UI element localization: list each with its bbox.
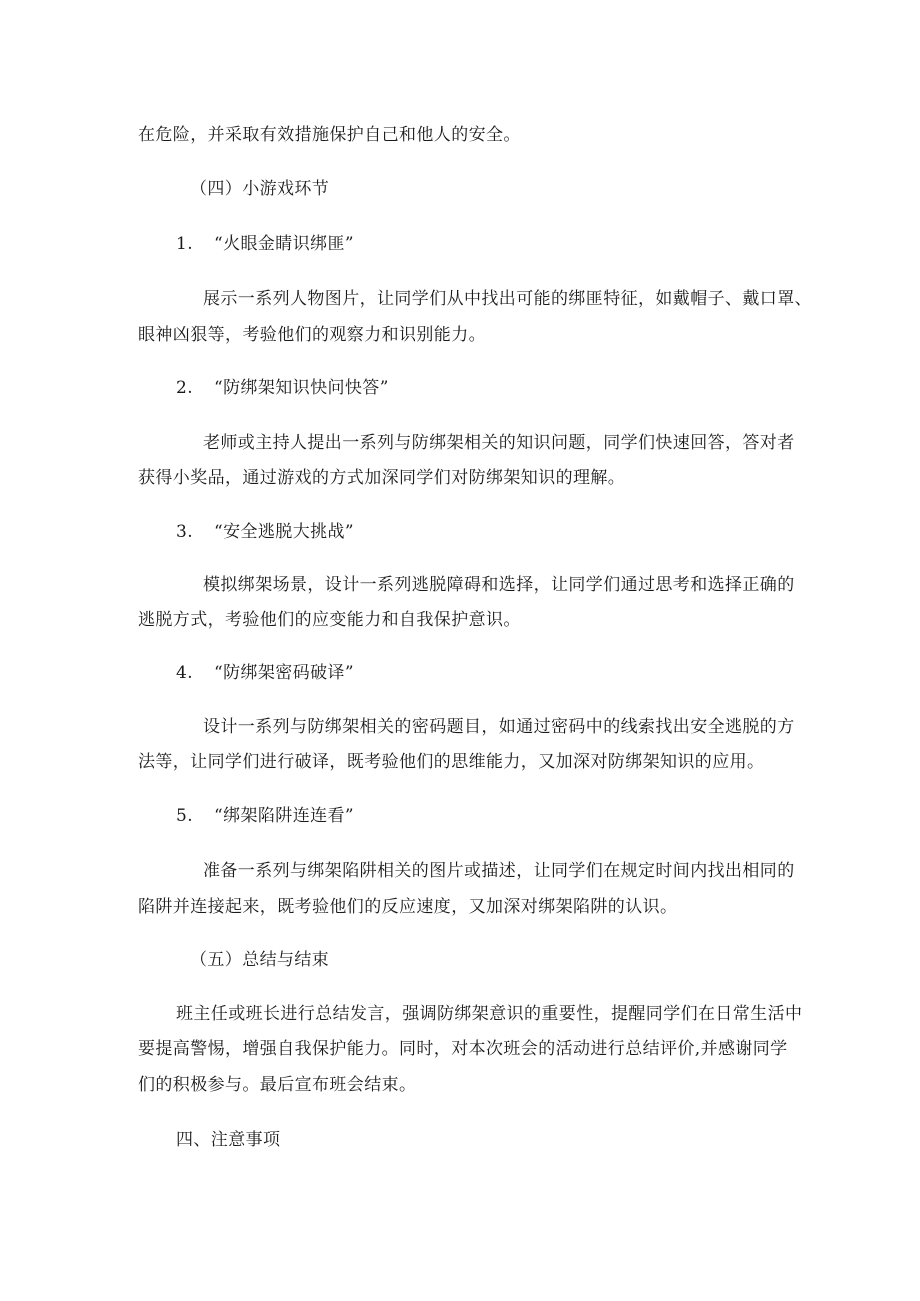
game-description-line: 展示一系列人物图片，让同学们从中找出可能的绑匪特征，如戴帽子、戴口罩、	[203, 289, 812, 309]
game-description-line: 老师或主持人提出一系列与防绑架相关的知识问题，同学们快速回答，答对者	[203, 433, 795, 453]
game-description-line: 获得小奖品，通过游戏的方式加深同学们对防绑架知识的理解。	[138, 468, 626, 488]
game-title: “防绑架知识快问快答”	[214, 378, 389, 398]
game-number: 4.	[176, 663, 194, 683]
part-heading-notes: 四、注意事项	[176, 1130, 281, 1150]
game-description-line: 眼神凶狠等，考验他们的观察力和识别能力。	[138, 325, 486, 345]
section-heading-summary: （五）总结与结束	[190, 950, 330, 970]
summary-line: 要提高警惕，增强自我保护能力。同时，对本次班会的活动进行总结评价,并感谢同学	[138, 1039, 788, 1059]
game-item-title	[176, 662, 354, 684]
game-title: “安全逃脱大挑战”	[214, 522, 354, 542]
section-heading-games: （四）小游戏环节	[190, 179, 330, 199]
game-item-title	[176, 805, 354, 827]
game-number: 5.	[176, 806, 194, 826]
game-number: 1.	[176, 234, 194, 254]
game-description-line: 准备一系列与绑架陷阱相关的图片或描述，让同学们在规定时间内找出相同的	[203, 861, 795, 881]
game-description-line: 法等，让同学们进行破译，既考验他们的思维能力，又加深对防绑架知识的应用。	[138, 752, 765, 772]
summary-line: 们的积极参与。最后宣布班会结束。	[138, 1075, 417, 1095]
game-description-line: 逃脱方式，考验他们的应变能力和自我保护意识。	[138, 610, 521, 630]
game-number: 3.	[176, 522, 194, 542]
game-title: “防绑架密码破译”	[214, 663, 354, 683]
game-description-line: 模拟绑架场景，设计一系列逃脱障碍和选择，让同学们通过思考和选择正确的	[203, 575, 795, 595]
game-item-title	[176, 377, 389, 399]
game-title: “火眼金睛识绑匪”	[214, 234, 354, 254]
game-description-line: 设计一系列与防绑架相关的密码题目，如通过密码中的线索找出安全逃脱的方	[203, 717, 795, 737]
paragraph-intro-tail: 在危险，并采取有效措施保护自己和他人的安全。	[138, 125, 521, 145]
summary-line: 班主任或班长进行总结发言，强调防绑架意识的重要性，提醒同学们在日常生活中	[176, 1004, 803, 1024]
game-description-line: 陷阱并连接起来，既考验他们的反应速度，又加深对绑架陷阱的认识。	[138, 897, 678, 917]
game-item-title	[176, 521, 354, 543]
game-number: 2.	[176, 378, 194, 398]
game-item-title	[176, 233, 354, 255]
game-title: “绑架陷阱连连看”	[214, 806, 354, 826]
